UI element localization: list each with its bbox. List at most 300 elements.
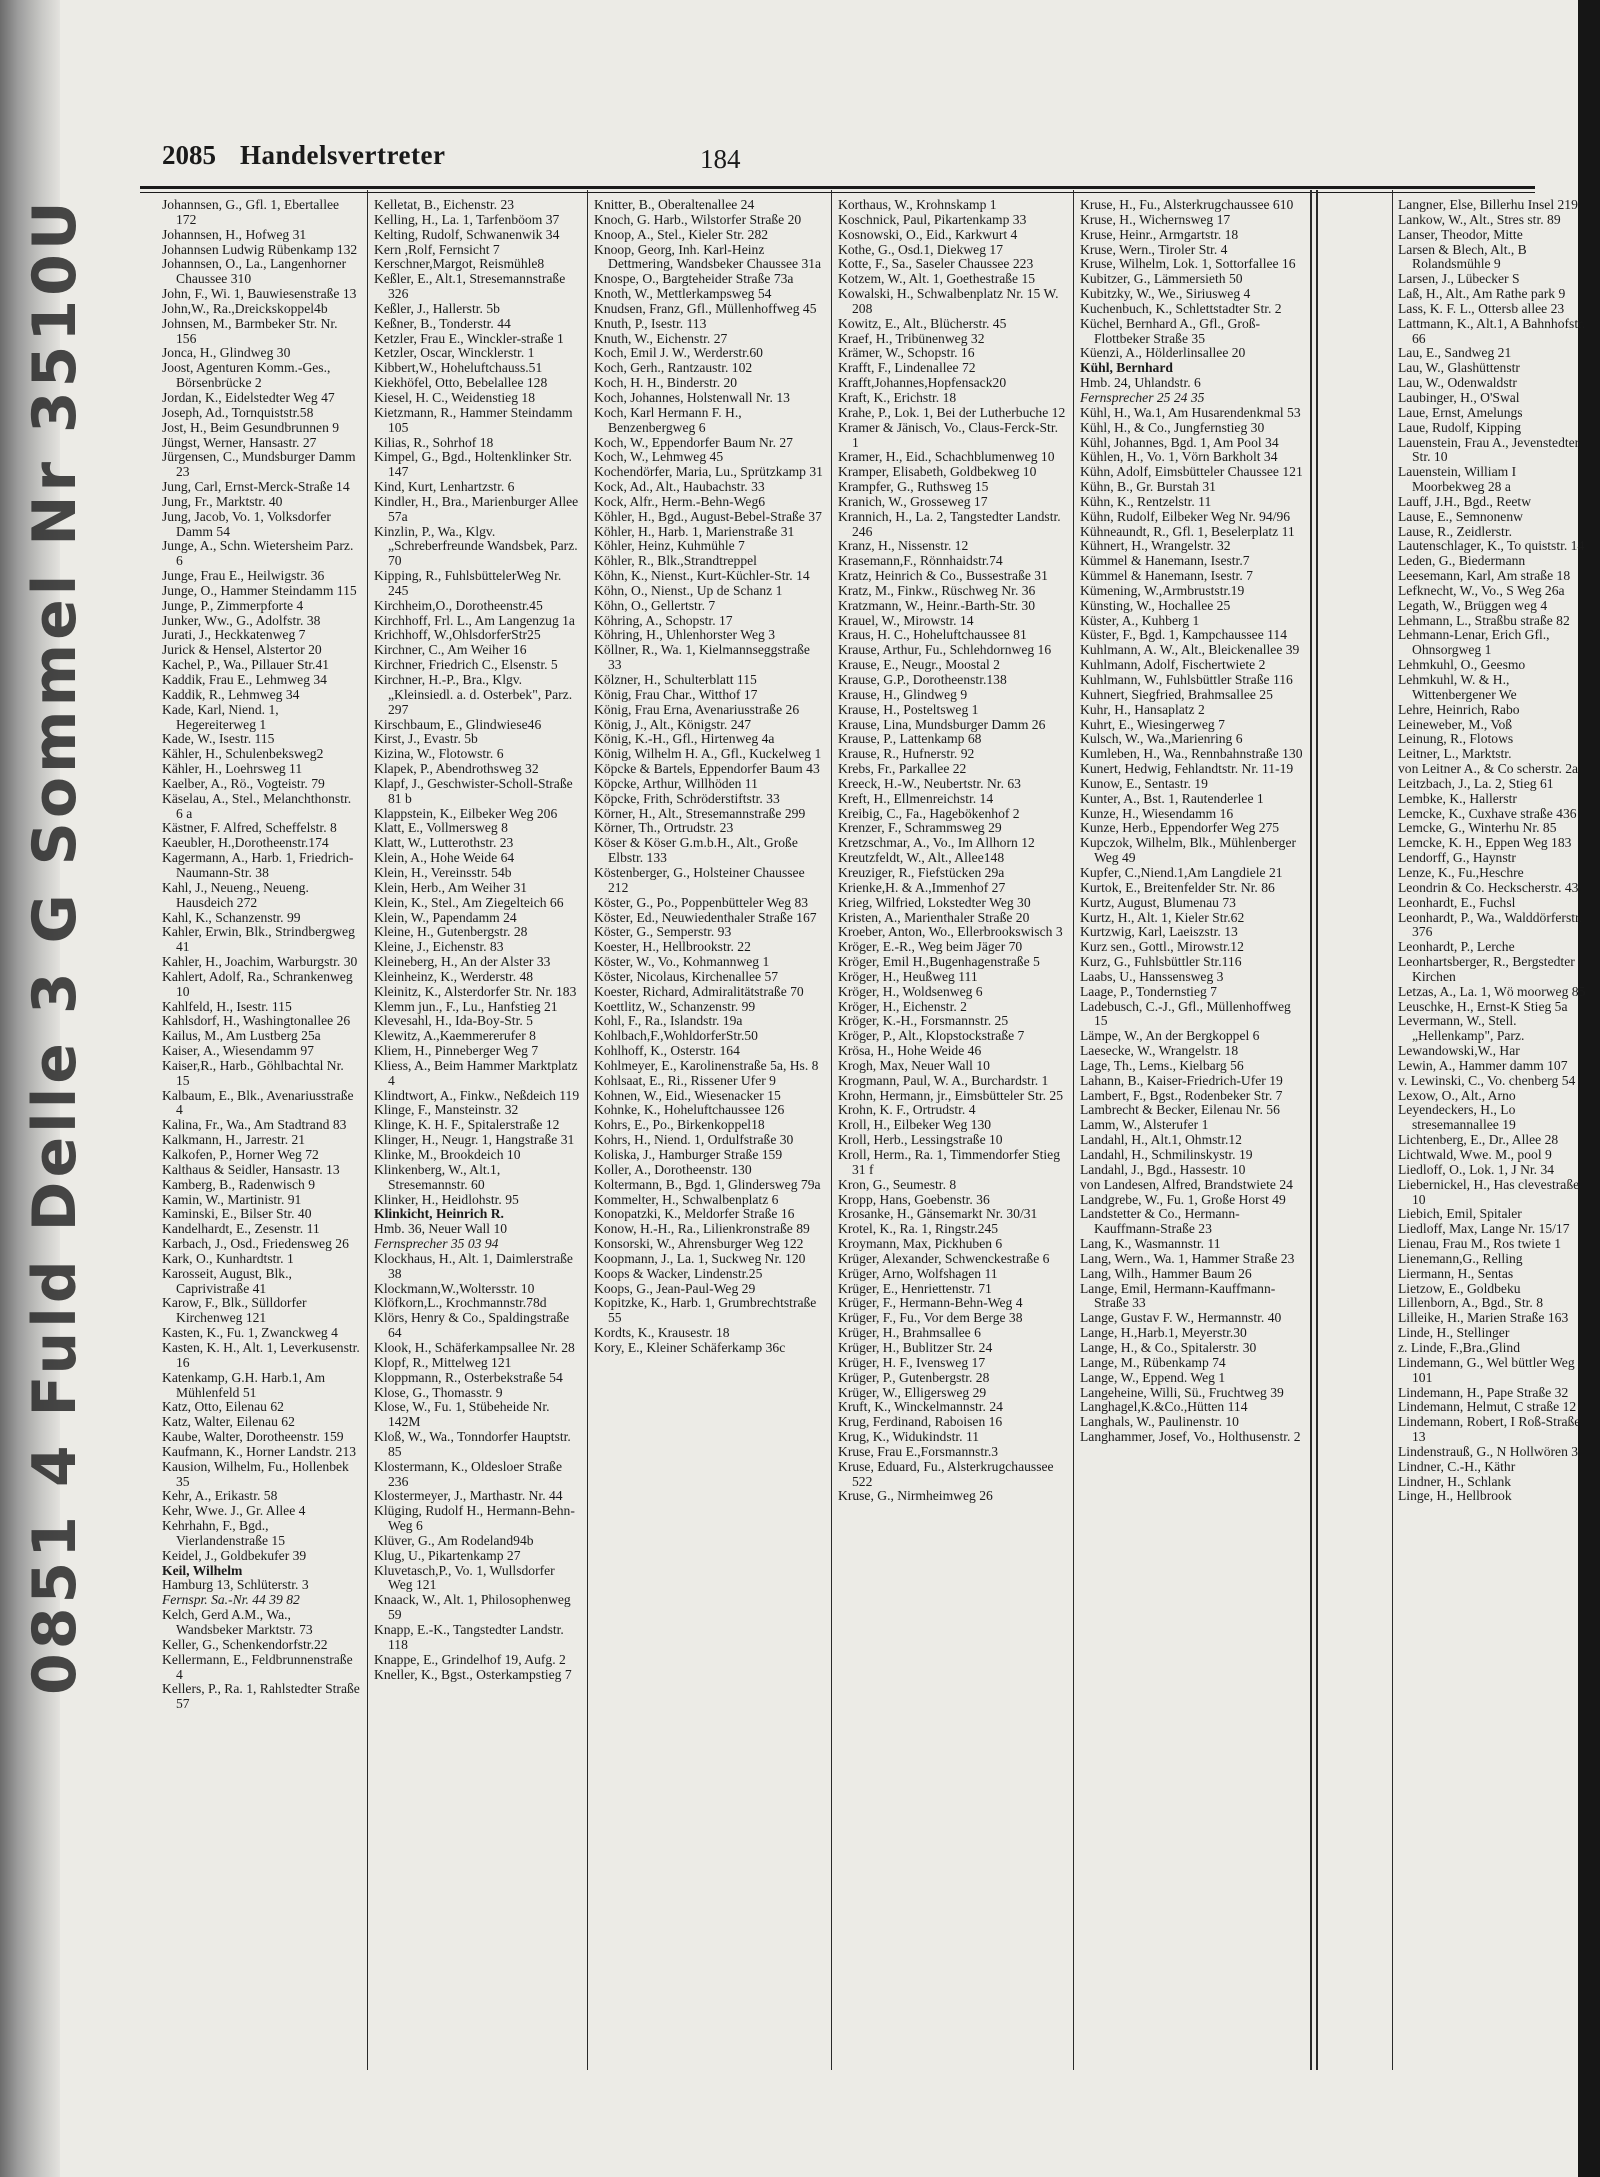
directory-entry: Krogh, Max, Neuer Wall 10 [838,1057,990,1073]
directory-entry: Krüger, W., Elligersweg 29 [838,1384,987,1400]
directory-entry: König, J., Alt., Königstr. 247 [594,716,752,732]
directory-entry: Kohlsaat, E., Ri., Rissener Ufer 9 [594,1072,776,1088]
directory-entry: Konopatzki, K., Meldorfer Straße 16 [594,1206,795,1222]
directory-entry: Lange, H.,Harb.1, Meyerstr.30 [1080,1325,1247,1341]
directory-entry: Keil, Wilhelm [162,1562,243,1578]
directory-entry: Kruse, Frau E.,Forsmannstr.3 [838,1443,999,1459]
directory-entry: Fernsprecher 35 03 94 [374,1236,499,1252]
directory-entry: Kroll, Herb., Lessingstraße 10 [838,1132,1003,1148]
directory-entry: Junge, Frau E., Heilwigstr. 36 [162,568,325,584]
directory-entry: Junge, P., Zimmerpforte 4 [162,597,304,613]
directory-entry: Kreeck, H.-W., Neubertstr. Nr. 63 [838,775,1021,791]
directory-entry: Krause, Lina, Mundsburger Damm 26 [838,716,1046,732]
directory-entry: Kommelter, H., Schwalbenplatz 6 [594,1191,779,1207]
directory-entry: Lexow, O., Alt., Arno [1398,1087,1516,1103]
directory-entry: Lienemann,G., Relling [1398,1250,1523,1266]
directory-entry: Liebich, Emil, Spitaler [1398,1206,1522,1222]
directory-entry: Knoop, Georg, Inh. Karl-Heinz Dettmering, Wandsbeker Chaussee 31a [594,241,822,272]
directory-entry: Laesecke, W., Wrangelstr. 18 [1080,1043,1239,1059]
directory-entry: Kahler, Erwin, Blk., Strindbergweg 41 [162,924,355,955]
directory-entry: Kümmel & Hanemann, Isestr.7 [1080,553,1250,569]
directory-entry: Kühn, B., Gr. Burstah 31 [1080,479,1216,495]
directory-entry: Karbach, J., Osd., Friedensweg 26 [162,1236,349,1252]
directory-entry: Kurtok, E., Breitenfelder Str. Nr. 86 [1080,879,1275,895]
directory-entry: Klinkenberg, W., Alt.1, Stresemannstr. 60 [374,1161,501,1192]
directory-entry: Krüger, H., Brahmsallee 6 [838,1325,981,1341]
directory-entry: Kelletat, B., Eichenstr. 23 [374,198,515,212]
directory-entry: Kupfer, C.,Niend.1,Am Langdiele 21 [1080,864,1283,880]
directory-entry: Kümmel & Hanemann, Isestr. 7 [1080,568,1253,584]
directory-entry: Kohnen, W., Eid., Wiesenacker 15 [594,1087,781,1103]
directory-entry: Klinge, F., Mansteinstr. 32 [374,1102,519,1118]
directory-entry: Krogmann, Paul, W. A., Burchardstr. 1 [838,1072,1049,1088]
directory-entry: Krafft,Johannes,Hopfensack20 [838,375,1007,391]
directory-entry: Kahl, K., Schanzenstr. 99 [162,909,301,925]
directory-entry: Kohlbach,F.,WohldorferStr.50 [594,1028,758,1044]
directory-entry: v. Lewinski, C., Vo. chenberg 54 [1398,1072,1576,1088]
directory-entry: Krahe, P., Lok. 1, Bei der Lutherbuche 12 [838,404,1066,420]
directory-entry: Körner, H., Alt., Stresemannstraße 299 [594,805,806,821]
directory-entry: Kory, E., Kleiner Schäferkamp 36c [594,1339,786,1355]
directory-entry: Lietzow, E., Goldbeku [1398,1280,1521,1296]
directory-entry: Kröger, E.-R., Weg beim Jäger 70 [838,939,1023,955]
directory-entry: Korthaus, W., Krohnskamp 1 [838,198,997,212]
directory-entry: Kehr, A., Erikastr. 58 [162,1488,278,1504]
directory-entry: Lindemann, H., Pape Straße 32 [1398,1384,1569,1400]
directory-entry: Kuhlmann, W., Fuhlsbüttler Straße 116 [1080,672,1293,687]
directory-entry: Kretzschmar, A., Vo., Im Allhorn 12 [838,835,1035,851]
directory-entry: Leesemann, Karl, Am straße 18 [1398,568,1571,584]
directory-entry: Landgrebe, W., Fu. 1, Große Horst 49 [1080,1191,1286,1207]
directory-entry: Koliska, J., Hamburger Straße 159 [594,1147,783,1162]
directory-entry: Knoch, G. Harb., Wilstorfer Straße 20 [594,211,802,227]
directory-entry: Lattmann, K., Alt.1, A Bahnhofstr. 66 [1398,315,1586,346]
directory-entry: Koettlitz, W., Schanzenstr. 99 [594,998,756,1014]
directory-entry: Krüger, Alexander, Schwenckestraße 6 [838,1250,1050,1266]
directory-entry: Kelch, Gerd A.M., Wa., Wandsbeker Marktstr. 73 [162,1607,313,1637]
directory-entry: Krause, R., Hufnerstr. 92 [838,746,975,762]
directory-entry: Kausion, Wilhelm, Fu., Hollenbek 35 [162,1458,349,1489]
directory-entry: Kunze, Herb., Eppendorfer Weg 275 [1080,820,1280,836]
directory-entry: Klüver, G., Am Rodeland94b [374,1532,534,1548]
directory-entry: Kramer, H., Eid., Schachblumenweg 10 [838,449,1055,465]
directory-entry: Kohnke, K., Hoheluftchaussee 126 [594,1102,785,1118]
directory-entry: Kröger, Emil H.,Bugenhagenstraße 5 [838,954,1040,970]
directory-entry: Kamin, W., Martinistr. 91 [162,1191,302,1207]
directory-entry: Junge, O., Hammer Steindamm 115 [162,582,357,598]
directory-entry: Krüger, Arno, Wolfshagen 11 [838,1265,998,1281]
directory-entry: Kosnowski, O., Eid., Karkwurt 4 [838,226,1018,242]
directory-entry: Klook, H., Schäferkampsallee Nr. 28 [374,1339,575,1355]
directory-entry: Köser & Köser G.m.b.H., Alt., Große Elbstr. 133 [594,835,798,866]
directory-entry: Kranz, H., Nissenstr. 12 [838,538,969,554]
directory-entry: Hmb. 36, Neuer Wall 10 [374,1221,508,1237]
directory-entry: Liebernickel, H., Has clevestraße 10 [1398,1176,1580,1207]
directory-entry: Langner, Else, Billerhu Insel 219 [1398,198,1578,212]
directory-entry: Krosanke, H., Gänsemarkt Nr. 30/31 [838,1206,1038,1222]
directory-entry: Kind, Kurt, Lenhartzstr. 6 [374,479,515,495]
directory-entry: Krause, H., Posteltsweg 1 [838,701,979,717]
directory-entry: Lewandowski,W., Har [1398,1043,1520,1059]
directory-entry: Kulsch, W., Wa.,Marienring 6 [1080,731,1243,747]
listing-column-4 [838,198,1066,2078]
directory-entry: Kiekhöfel, Otto, Bebelallee 128 [374,375,548,391]
directory-entry: Kraef, H., Tribünenweg 32 [838,330,985,346]
directory-entry: Klostermeyer, J., Marthastr. Nr. 44 [374,1488,563,1504]
directory-entry: Köhn, O., Gellertstr. 7 [594,597,716,613]
directory-entry: Landahl, J., Bgd., Hassestr. 10 [1080,1161,1246,1177]
directory-entry: Kimpel, G., Bgd., Holtenklinker Str. 147 [374,449,572,480]
directory-entry: Lauenstein, William I Moorbekweg 28 a [1398,464,1517,495]
listing-column-1 [162,198,360,2078]
directory-entry: Kalthaus & Seidler, Hansastr. 13 [162,1161,340,1177]
directory-entry: Lindenstrauß, G., N Hollwören 3 [1398,1443,1579,1459]
directory-entry: Kipping, R., FuhlsbüttelerWeg Nr. 245 [374,568,562,598]
directory-entry: Krotel, K., Ra. 1, Ringstr.245 [838,1221,999,1237]
directory-entry: Knospe, O., Bargteheider Straße 73a [594,271,794,287]
directory-entry: Kahlert, Adolf, Ra., Schrankenweg 10 [162,968,353,999]
directory-entry: Krause, G.P., Dorotheenstr.138 [838,672,1007,687]
directory-entry: Koops & Wacker, Lindenstr.25 [594,1265,763,1281]
directory-entry: Krüger, P., Gutenbergstr. 28 [838,1369,990,1385]
column-divider [1316,190,1318,2070]
directory-entry: Keßler, E., Alt.1, Stresemannstraße 326 [374,271,566,302]
directory-entry: Kaiser, A., Wiesendamm 97 [162,1043,314,1059]
directory-entry: Langhammer, Josef, Vo., Holthusenstr. 2 [1080,1429,1301,1445]
directory-entry: Kirst, J., Evastr. 5b [374,731,478,747]
directory-entry: Kroll, Herm., Ra. 1, Timmendorfer Stieg 31 f [838,1147,1061,1177]
directory-entry: Kähler, H., Schulenbeksweg2 [162,746,324,762]
directory-entry: Kunow, E., Sentastr. 19 [1080,775,1208,791]
directory-entry: Lage, Th., Lems., Kielbarg 56 [1080,1057,1244,1073]
directory-entry: Kröger, P., Alt., Klopstockstraße 7 [838,1028,1025,1044]
directory-entry: Kloppmann, R., Osterbekstraße 54 [374,1369,563,1385]
directory-entry: Kuchenbuch, K., Schlettstadter Str. 2 [1080,300,1282,316]
directory-entry: Kaeubler, H.,Dorotheenstr.174 [162,835,329,851]
directory-entry: Lemcke, K. H., Eppen Weg 183 [1398,835,1572,851]
directory-entry: Köpcke, Frith, Schröderstiftstr. 33 [594,790,780,806]
directory-entry: Lange, W., Eppend. Weg 1 [1080,1369,1226,1385]
directory-entry: Koester, H., Hellbrookstr. 22 [594,939,751,955]
directory-entry: Klopf, R., Mittelweg 121 [374,1354,512,1370]
directory-entry: Kark, O., Kunhardtstr. 1 [162,1250,294,1266]
page-number: 2085 [162,140,216,170]
directory-entry: Kreutzfeldt, W., Alt., Allee148 [838,850,1005,866]
column-divider [367,190,368,2070]
directory-entry: Kelling, H., La. 1, Tarfenböom 37 [374,211,560,227]
directory-entry: Lembke, K., Hallerstr [1398,790,1517,806]
directory-entry: Laabs, U., Hanssensweg 3 [1080,968,1224,984]
directory-entry: Kohlmeyer, E., Karolinenstraße 5a, Hs. 8 [594,1057,819,1073]
directory-entry: Krause, Arthur, Fu., Schlehdornweg 16 [838,642,1052,658]
directory-entry: Leyendeckers, H., Lo stresemannallee 19 [1398,1102,1516,1133]
directory-entry: Lillenborn, A., Bgd., Str. 8 [1398,1295,1544,1311]
directory-entry: Koch, Johannes, Holstenwall Nr. 13 [594,389,790,405]
directory-entry: Köhring, A., Schopstr. 17 [594,612,733,628]
directory-entry: Knuth, P., Isestr. 113 [594,315,707,331]
directory-entry: Klapf, J., Geschwister-Scholl-Straße 81 b [374,775,573,806]
directory-entry: Johannsen, G., Gfl. 1, Ebertallee 172 [162,198,340,227]
directory-entry: Küchel, Bernhard A., Gfl., Groß-Flottbeker Straße 35 [1080,315,1261,346]
page-header [0,140,1600,180]
directory-entry: Knapp, E.-K., Tangstedter Landstr. 118 [374,1622,564,1652]
directory-entry: Laubinger, H., O'Swal [1398,389,1520,405]
directory-entry: Karow, F., Blk., Sülldorfer Kirchenweg 121 [162,1295,307,1326]
directory-entry: Küenzi, A., Hölderlinsallee 20 [1080,345,1246,361]
directory-entry: Kotzem, W., Alt. 1, Goethestraße 15 [838,271,1036,287]
directory-entry: Kumleben, H., Wa., Rennbahnstraße 130 [1080,746,1303,762]
directory-entry: Lauenstein, Frau A., Jevenstedter Str. 10 [1398,434,1580,465]
directory-entry: Klöfkorn,L., Krochmannstr.78d [374,1295,547,1311]
directory-entry: Kruse, Heinr., Armgartstr. 18 [1080,226,1239,242]
directory-entry: Kirchhoff, Frl. L., Am Langenzug 1a [374,612,575,628]
directory-entry: Kühl, H., Wa.1, Am Husarendenkmal 53 [1080,404,1301,420]
directory-entry: Lewin, A., Hammer damm 107 [1398,1057,1568,1073]
listing-column-3 [594,198,824,2078]
directory-entry: Lefknecht, W., Vo., S Weg 26a [1398,582,1565,598]
directory-entry: Kasten, K. H., Alt. 1, Leverkusenstr. 16 [162,1339,360,1370]
directory-entry: Kuhlmann, A. W., Alt., Bleickenallee 39 [1080,642,1300,658]
directory-entry: Kroll, H., Eilbeker Weg 130 [838,1117,992,1133]
directory-entry: Köhler, Heinz, Kuhmühle 7 [594,538,745,554]
directory-entry: Klein, A., Hohe Weide 64 [374,850,515,866]
directory-entry: Kern ,Rolf, Fernsicht 7 [374,241,500,257]
directory-entry: Krause, P., Lattenkamp 68 [838,731,982,747]
directory-entry: Leonhardt, P., Wa., Walddörferstr. 376 [1398,909,1583,940]
directory-entry: Kreft, H., Ellmenreichstr. 14 [838,790,994,806]
directory-entry: Klappstein, K., Eilbeker Weg 206 [374,805,558,821]
directory-entry: Kühl, Johannes, Bgd. 1, Am Pool 34 [1080,434,1279,450]
directory-entry: Lindner, C.-H., Käthr [1398,1458,1516,1474]
directory-entry: Lenze, K., Fu.,Heschre [1398,864,1524,880]
directory-entry: Junker, Ww., G., Adolfstr. 38 [162,612,321,628]
directory-entry: Landstetter & Co., Hermann-Kauffmann-Straße 23 [1080,1206,1240,1237]
directory-entry: Kleinitz, K., Alsterdorfer Str. Nr. 183 [374,983,577,999]
directory-entry: Krug, K., Widukindstr. 11 [838,1429,980,1445]
directory-entry: Koltermann, B., Bgd. 1, Glindersweg 79a [594,1176,821,1192]
directory-entry: Karosseit, August, Blk., Caprivistraße 41 [162,1265,292,1296]
directory-entry: Lemcke, G., Winterhu Nr. 85 [1398,820,1557,836]
directory-entry: Klug, U., Pikartenkamp 27 [374,1547,521,1563]
directory-entry: Kühn, Rudolf, Eilbeker Weg Nr. 94/96 [1080,508,1291,524]
directory-entry: Kröger, K.-H., Forsmannstr. 25 [838,1013,1009,1029]
directory-entry: Klinge, K. H. F., Spitalerstraße 12 [374,1117,560,1133]
column-divider [1073,190,1074,2070]
directory-entry: Klevesahl, H., Ida-Boy-Str. 5 [374,1013,533,1029]
directory-entry: Kleineberg, H., An der Alster 33 [374,954,551,970]
directory-entry: Kroymann, Max, Pickhuben 6 [838,1236,1003,1252]
directory-entry: Klockmann,W.,Woltersstr. 10 [374,1280,535,1296]
directory-entry: Kruse, Wilhelm, Lok. 1, Sottorfallee 16 [1080,256,1296,272]
directory-entry: Leitzbach, J., La. 2, Stieg 61 [1398,775,1554,791]
directory-entry: von Leitner A., & Co scherstr. 2a [1398,761,1579,777]
directory-entry: Kropp, Hans, Goebenstr. 36 [838,1191,990,1207]
directory-entry: Jung, Fr., Marktstr. 40 [162,493,283,509]
directory-entry: Kohrs, H., Niend. 1, Ordulfstraße 30 [594,1132,794,1148]
directory-entry: Langeheine, Willi, Sü., Fruchtweg 39 [1080,1384,1284,1400]
directory-entry: Leuschke, H., Ernst-K Stieg 5a [1398,998,1568,1014]
directory-entry: Fernsprecher 25 24 35 [1080,389,1205,405]
directory-entry: Köllner, R., Wa. 1, Kielmannseggstraße 33 [594,642,810,673]
directory-entry: Kaelber, A., Rö., Vogteistr. 79 [162,775,325,791]
directory-entry: Kurtz, H., Alt. 1, Kieler Str.62 [1080,909,1245,925]
directory-entry: Koch, W., Eppendorfer Baum Nr. 27 [594,434,793,450]
directory-entry: Kästner, F. Alfred, Scheffelstr. 8 [162,820,337,836]
directory-entry: Keidel, J., Goldbekufer 39 [162,1547,307,1563]
directory-entry: Liedloff, Max, Lange Nr. 15/17 [1398,1221,1570,1237]
directory-entry: Landahl, H., Schmilinskystr. 19 [1080,1147,1253,1162]
directory-entry: Leitner, L., Marktstr. [1398,746,1512,762]
directory-entry: König, Frau Char., Witthof 17 [594,686,758,702]
directory-entry: Legath, W., Brüggen weg 4 [1398,597,1548,613]
directory-entry: Kahler, H., Joachim, Warburgstr. 30 [162,954,358,970]
directory-entry: Lause, E., Semnonenw [1398,508,1523,524]
directory-entry: Kubitzer, G., Lämmersieth 50 [1080,271,1243,287]
directory-entry: Kahlfeld, H., Isestr. 115 [162,998,292,1014]
directory-entry: Kalina, Fr., Wa., Am Stadtrand 83 [162,1117,347,1133]
directory-entry: Kunert, Hedwig, Fehlandtstr. Nr. 11-19 [1080,761,1294,777]
directory-entry: Krüger, F., Hermann-Behn-Weg 4 [838,1295,1023,1311]
directory-entry: Krasemann,F., Rönnhaidstr.74 [838,553,1003,569]
directory-entry: Kehrhahn, F., Bgd., Vierlandenstraße 15 [162,1518,286,1548]
directory-entry: Leonhartsberger, R., Bergstedter Kirchen [1398,954,1575,984]
directory-entry: Lang, Wern., Wa. 1, Hammer Straße 23 [1080,1250,1295,1266]
directory-entry: Kordts, K., Krausestr. 18 [594,1325,730,1341]
directory-entry: Kerschner,Margot, Reismühle8 [374,256,545,272]
directory-entry: Kölzner, H., Schulterblatt 115 [594,672,757,687]
directory-entry: Kaufmann, K., Horner Landstr. 213 [162,1443,357,1459]
directory-entry: Lass, K. F. L., Ottersb allee 23 [1398,300,1565,316]
directory-entry: Johnsen, M., Barmbeker Str. Nr. 156 [162,315,338,346]
directory-entry: Kruse, H., Fu., Alsterkrugchaussee 610 [1080,198,1294,212]
directory-entry: Klockhaus, H., Alt. 1, Daimlerstraße 38 [374,1250,573,1281]
column-divider [587,190,588,2070]
directory-entry: z. Linde, F.,Bra.,Glind [1398,1339,1520,1355]
directory-entry: Koch, H. H., Binderstr. 20 [594,375,738,391]
directory-entry: Kehr, Wwe. J., Gr. Allee 4 [162,1503,306,1519]
directory-entry: Klostermann, K., Oldesloer Straße 236 [374,1458,563,1489]
directory-entry: Letzas, A., La. 1, Wö moorweg 85 [1398,983,1586,999]
directory-entry: Knaack, W., Alt. 1, Philosophenweg 59 [374,1592,571,1623]
directory-entry: Knudsen, Franz, Gfl., Müllenhoffweg 45 [594,300,817,316]
directory-entry: Krannich, H., La. 2, Tangstedter Landstr. 246 [838,508,1061,539]
directory-entry: Katz, Otto, Eilenau 62 [162,1399,284,1415]
directory-entry: Lahann, B., Kaiser-Friedrich-Ufer 19 [1080,1072,1283,1088]
directory-entry: Klein, H., Vereinsstr. 54b [374,864,512,880]
directory-entry: Lambert, F., Bgst., Rodenbeker Str. 7 [1080,1087,1283,1103]
directory-entry: Kliem, H., Pinneberger Weg 7 [374,1043,539,1059]
directory-entry: Joost, Agenturen Komm.-Ges., Börsenbrücke 2 [162,360,331,391]
directory-entry: Leinung, R., Flotows [1398,731,1514,747]
directory-entry: Langhals, W., Paulinenstr. 10 [1080,1414,1239,1430]
directory-entry: Kotte, F., Sa., Saseler Chaussee 223 [838,256,1034,272]
directory-entry: Lehmann-Lenar, Erich Gfl., Ohnsorgweg 1 [1398,627,1550,658]
directory-entry: Klose, W., Fu. 1, Stübeheide Nr. 142M [374,1399,550,1430]
directory-entry: Kühl, H., & Co., Jungfernstieg 30 [1080,419,1265,435]
directory-entry: Köster, G., Semperstr. 93 [594,924,732,940]
directory-entry: Kandelhardt, E., Zesenstr. 11 [162,1221,320,1237]
directory-entry: Kohl, F., Ra., Islandstr. 19a [594,1013,743,1029]
header-rule [140,186,1535,189]
directory-entry: Kunze, H., Wiesendamm 16 [1080,805,1234,821]
directory-entry: Krug, Ferdinand, Raboisen 16 [838,1414,1003,1430]
directory-entry: Kailus, M., Am Lustberg 25a [162,1028,321,1044]
directory-entry: Ladebusch, C.-J., Gfl., Müllenhoffweg 15 [1080,998,1291,1029]
directory-entry: Konsorski, W., Ahrensburger Weg 122 [594,1236,804,1252]
directory-entry: Kratzmann, W., Heinr.-Barth-Str. 30 [838,597,1036,613]
directory-entry: Kraft, K., Erichstr. 18 [838,389,957,405]
directory-entry: Köhn, K., Nienst., Kurt-Küchler-Str. 14 [594,568,810,584]
directory-entry: Klapek, P., Abendrothsweg 32 [374,761,539,777]
directory-entry: Klein, K., Stel., Am Ziegelteich 66 [374,894,564,910]
directory-entry: Klinker, H., Heidlohstr. 95 [374,1191,519,1207]
directory-entry: Krämer, W., Schopstr. 16 [838,345,975,361]
directory-entry: Lindemann, G., Wel büttler Weg 101 [1398,1354,1575,1385]
directory-entry: Kühnert, H., Wrangelstr. 32 [1080,538,1231,554]
directory-entry: Kleine, J., Eichenstr. 83 [374,939,504,955]
directory-entry: Lang, K., Wasmannstr. 11 [1080,1236,1221,1252]
directory-entry: Köpcke, Arthur, Willhöden 11 [594,775,758,791]
directory-entry: Kramer & Jänisch, Vo., Claus-Ferck-Str. 1 [838,419,1058,450]
directory-entry: Kowalski, H., Schwalbenplatz Nr. 15 W. 208 [838,286,1059,316]
directory-entry: Kurz, G., Fuhlsbüttler Str.116 [1080,954,1242,970]
directory-entry: Kneller, K., Bgst., Osterkampstieg 7 [374,1666,572,1682]
directory-entry: John,W., Ra.,Dreickskoppel4b [162,300,328,316]
directory-entry: Katz, Walter, Eilenau 62 [162,1414,295,1430]
directory-entry: Leonhardt, P., Lerche [1398,939,1515,955]
directory-entry: Kamberg, B., Radenwisch 9 [162,1176,316,1192]
directory-entry: Krause, H., Glindweg 9 [838,686,968,702]
directory-entry: Kuhlmann, Adolf, Fischertwiete 2 [1080,657,1266,673]
directory-entry: König, K.-H., Gfl., Hirtenweg 4a [594,731,775,747]
directory-entry: Käselau, A., Stel., Melanchthonstr. 6 a [162,790,352,821]
directory-entry: Kron, G., Seumestr. 8 [838,1176,957,1192]
directory-entry: Keßler, J., Hallerstr. 5b [374,300,500,316]
directory-entry: Kreuziger, R., Fiefstücken 29a [838,864,1005,880]
directory-entry: König, Frau Erna, Avenariusstraße 26 [594,701,800,717]
directory-entry: Kröger, H., Eichenstr. 2 [838,998,967,1014]
directory-entry: Lehmkuhl, O., Geesmo [1398,657,1526,673]
directory-entry: Laage, P., Tondernstieg 7 [1080,983,1217,999]
directory-entry: Klinger, H., Neugr. 1, Hangstraße 31 [374,1132,575,1148]
directory-entry: Koch, Emil J. W., Werderstr.60 [594,345,763,361]
directory-entry: Lankow, W., Alt., Stres str. 89 [1398,211,1561,227]
directory-entry: Knoth, W., Mettlerkampsweg 54 [594,286,772,302]
directory-entry: Landahl, H., Alt.1, Ohmstr.12 [1080,1132,1242,1148]
directory-entry: Keller, G., Schenkendorfstr.22 [162,1636,328,1652]
directory-entry: Lamm, W., Alsterufer 1 [1080,1117,1209,1133]
directory-entry: Köhler, R., Blk.,Strandtreppel [594,553,757,569]
directory-entry: Kunter, A., Bst. 1, Rautenderlee 1 [1080,790,1264,806]
directory-entry: John, F., Wi. 1, Bauwiesenstraße 13 [162,286,357,302]
directory-entry: Krüger, H. F., Ivensweg 17 [838,1354,986,1370]
directory-entry: Koschnick, Paul, Pikartenkamp 33 [838,211,1027,227]
directory-entry: Lehmkuhl, W. & H., Wittenbergener We [1398,672,1517,702]
directory-entry: Kohrs, E., Po., Birkenkoppel18 [594,1117,765,1133]
directory-entry: Kietzmann, R., Hammer Steindamm 105 [374,404,573,435]
directory-entry: Kopitzke, K., Harb. 1, Grumbrechtstraße 55 [594,1295,817,1326]
directory-entry: Klüging, Rudolf H., Hermann-Behn-Weg 6 [374,1503,575,1534]
column-divider [1310,190,1312,2070]
directory-entry: Klinkicht, Heinrich R. [374,1206,504,1222]
directory-entry: Johannsen, H., Hofweg 31 [162,226,307,242]
directory-entry: Krüger, H., Bublitzer Str. 24 [838,1339,993,1355]
directory-entry: Kahlsdorf, H., Washingtonallee 26 [162,1013,351,1029]
directory-entry: Kähler, H., Loehrsweg 11 [162,761,303,777]
directory-entry: Kothe, G., Osd.1, Diekweg 17 [838,241,1003,257]
directory-entry: Kruse, Eduard, Fu., Alsterkrugchaussee 522 [838,1458,1054,1489]
directory-entry: Leden, G., Biedermann [1398,553,1526,569]
